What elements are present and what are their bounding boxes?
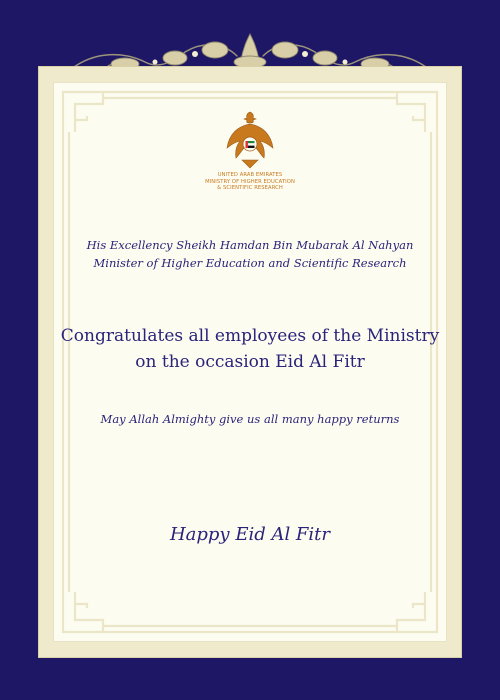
message-line-1: Congratulates all employees of the Ministry	[60, 326, 440, 346]
sender-name: His Excellency Sheikh Hamdan Bin Mubarak Al Nahyan	[86, 238, 414, 252]
sender-title: Minister of Higher Education and Scientific Research	[93, 256, 407, 270]
ministry-logo-line: & SCIENTIFIC RESEARCH	[217, 185, 283, 192]
ministry-logo-line: UNITED ARAB EMIRATES	[217, 172, 283, 178]
uae-emblem-icon	[224, 110, 276, 172]
ministry-logo-text	[150, 172, 350, 192]
closing-greeting: Happy Eid Al Fitr	[169, 524, 331, 545]
wish-line: May Allah Almighty give us all many happy returns	[100, 412, 400, 426]
ministry-logo-line: MINISTRY OF HIGHER EDUCATION	[205, 178, 295, 185]
message-line-2: on the occasion Eid Al Fitr	[135, 352, 365, 372]
